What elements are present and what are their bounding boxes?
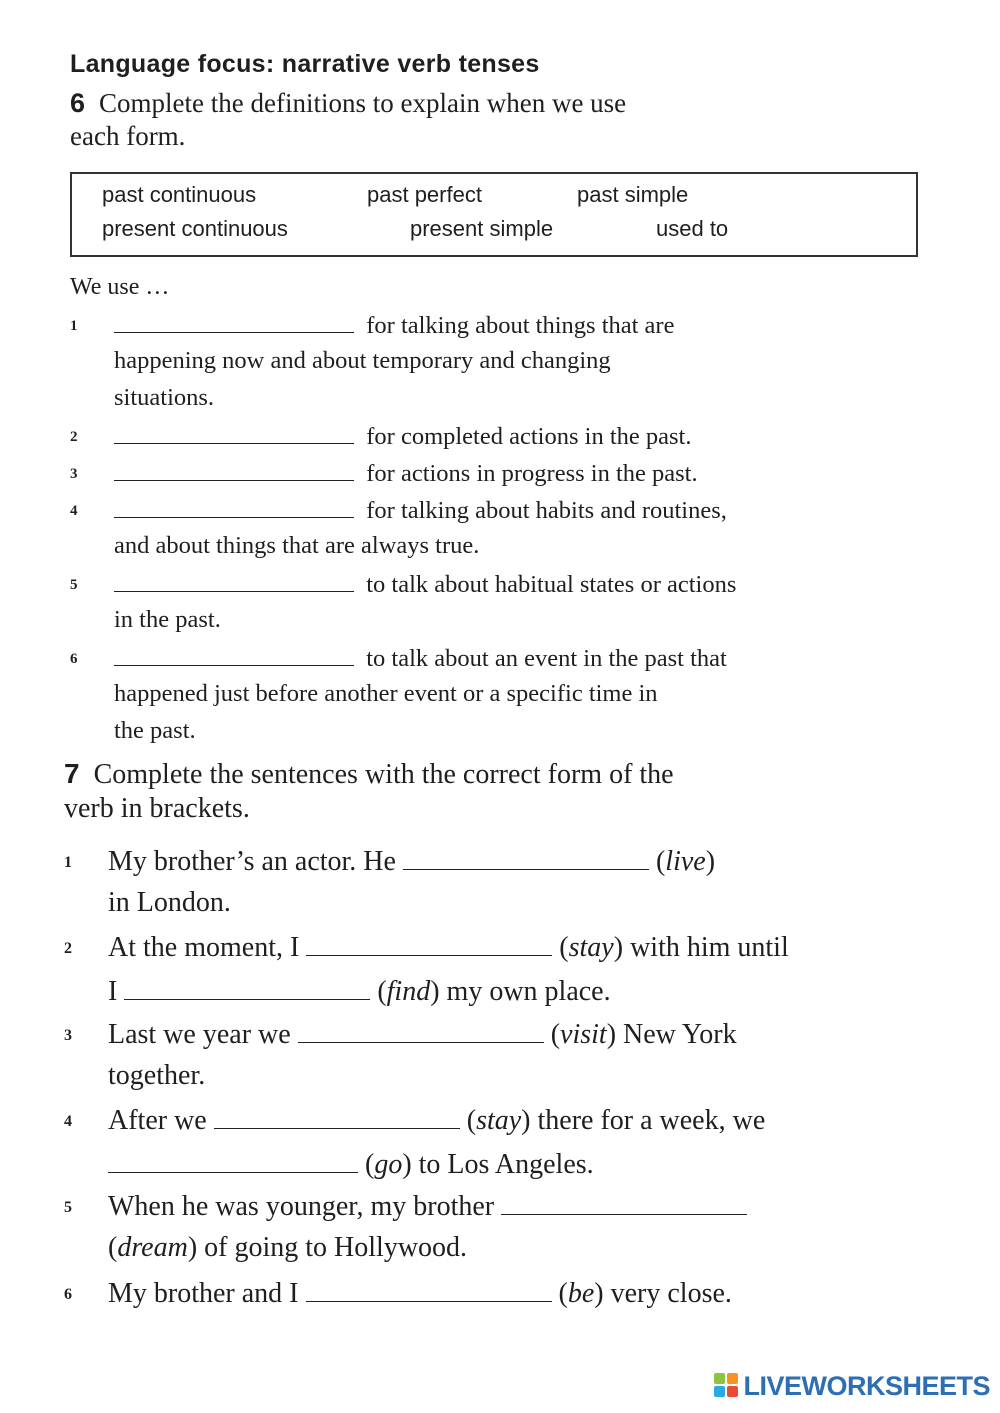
sentence-item: My brother’s an actor. He (live) xyxy=(108,843,715,878)
answer-blank[interactable] xyxy=(501,1188,747,1215)
sentence-item: I (find) my own place. xyxy=(108,973,611,1008)
answer-blank[interactable] xyxy=(114,569,354,592)
word-option: past continuous xyxy=(102,182,257,207)
definition-text: the past. xyxy=(114,717,196,744)
item-number: 2 xyxy=(64,940,72,957)
answer-blank[interactable] xyxy=(114,421,354,444)
answer-blank[interactable] xyxy=(214,1102,460,1129)
definition-item: to talk about an event in the past that xyxy=(114,643,727,673)
answer-blank[interactable] xyxy=(306,1275,552,1302)
word-option: past simple xyxy=(577,182,689,207)
word-option: past perfect xyxy=(367,182,482,207)
item-number: 2 xyxy=(70,429,78,445)
answer-blank[interactable] xyxy=(306,929,552,956)
instruction-text: each form. xyxy=(70,121,186,151)
item-number: 6 xyxy=(70,651,78,667)
liveworksheets-logo xyxy=(714,1369,990,1403)
item-number: 4 xyxy=(70,503,78,519)
exercise-number: 6 xyxy=(70,88,86,118)
answer-blank[interactable] xyxy=(403,843,649,870)
watermark-text: LIVEWORKSHEETS xyxy=(743,1370,990,1401)
sentence-item: At the moment, I (stay) with him until xyxy=(108,929,789,964)
answer-blank[interactable] xyxy=(114,643,354,666)
answer-blank[interactable] xyxy=(298,1016,544,1043)
sentence-item: Last we year we (visit) New York xyxy=(108,1016,737,1051)
word-option: present continuous xyxy=(102,216,288,241)
item-number: 3 xyxy=(64,1027,72,1044)
exercise-6-instruction xyxy=(70,88,626,119)
sentence-text: in London. xyxy=(108,887,231,918)
definition-text: in the past. xyxy=(114,606,221,633)
word-option: present simple xyxy=(410,216,554,241)
word-box xyxy=(70,172,918,257)
item-number: 1 xyxy=(70,318,78,334)
answer-blank[interactable] xyxy=(108,1146,358,1173)
answer-blank[interactable] xyxy=(114,495,354,518)
sentence-item: My brother and I (be) very close. xyxy=(108,1275,732,1310)
definition-text: situations. xyxy=(114,384,215,411)
item-number: 5 xyxy=(64,1199,72,1216)
sentence-item: (go) to Los Angeles. xyxy=(108,1146,594,1181)
sentence-text: together. xyxy=(108,1060,206,1091)
definition-text: happening now and about temporary and changing xyxy=(114,347,611,374)
liveworksheets-logo-icon xyxy=(714,1373,740,1399)
instruction-text: Complete the definitions to explain when we use xyxy=(99,88,627,118)
definition-text: and about things that are always true. xyxy=(114,532,480,559)
definition-item: for completed actions in the past. xyxy=(114,421,691,451)
sentence-item: (dream) of going to Hollywood. xyxy=(108,1232,468,1263)
item-number: 3 xyxy=(70,466,78,482)
answer-blank[interactable] xyxy=(114,458,354,481)
definition-item: to talk about habitual states or actions xyxy=(114,569,736,599)
sentence-item: When he was younger, my brother xyxy=(108,1188,747,1223)
answer-blank[interactable] xyxy=(124,973,370,1000)
definition-text: happened just before another event or a specific time in xyxy=(114,680,658,707)
item-number: 4 xyxy=(64,1113,72,1130)
exercise-7-instruction xyxy=(64,758,674,791)
answer-blank[interactable] xyxy=(114,310,354,333)
exercise-number: 7 xyxy=(64,758,80,789)
page-title: Language focus: narrative verb tenses xyxy=(70,50,540,78)
item-number: 1 xyxy=(64,854,72,871)
sentence-item: After we (stay) there for a week, we xyxy=(108,1102,765,1137)
item-number: 5 xyxy=(70,577,78,593)
we-use-label: We use … xyxy=(70,274,170,300)
instruction-text: verb in brackets. xyxy=(64,793,250,824)
definition-item: for talking about habits and routines, xyxy=(114,495,727,525)
instruction-text: Complete the sentences with the correct form of the xyxy=(93,759,674,790)
definition-item: for actions in progress in the past. xyxy=(114,458,698,488)
definition-item: for talking about things that are xyxy=(114,310,674,340)
item-number: 6 xyxy=(64,1286,72,1303)
word-option: used to xyxy=(656,216,729,241)
